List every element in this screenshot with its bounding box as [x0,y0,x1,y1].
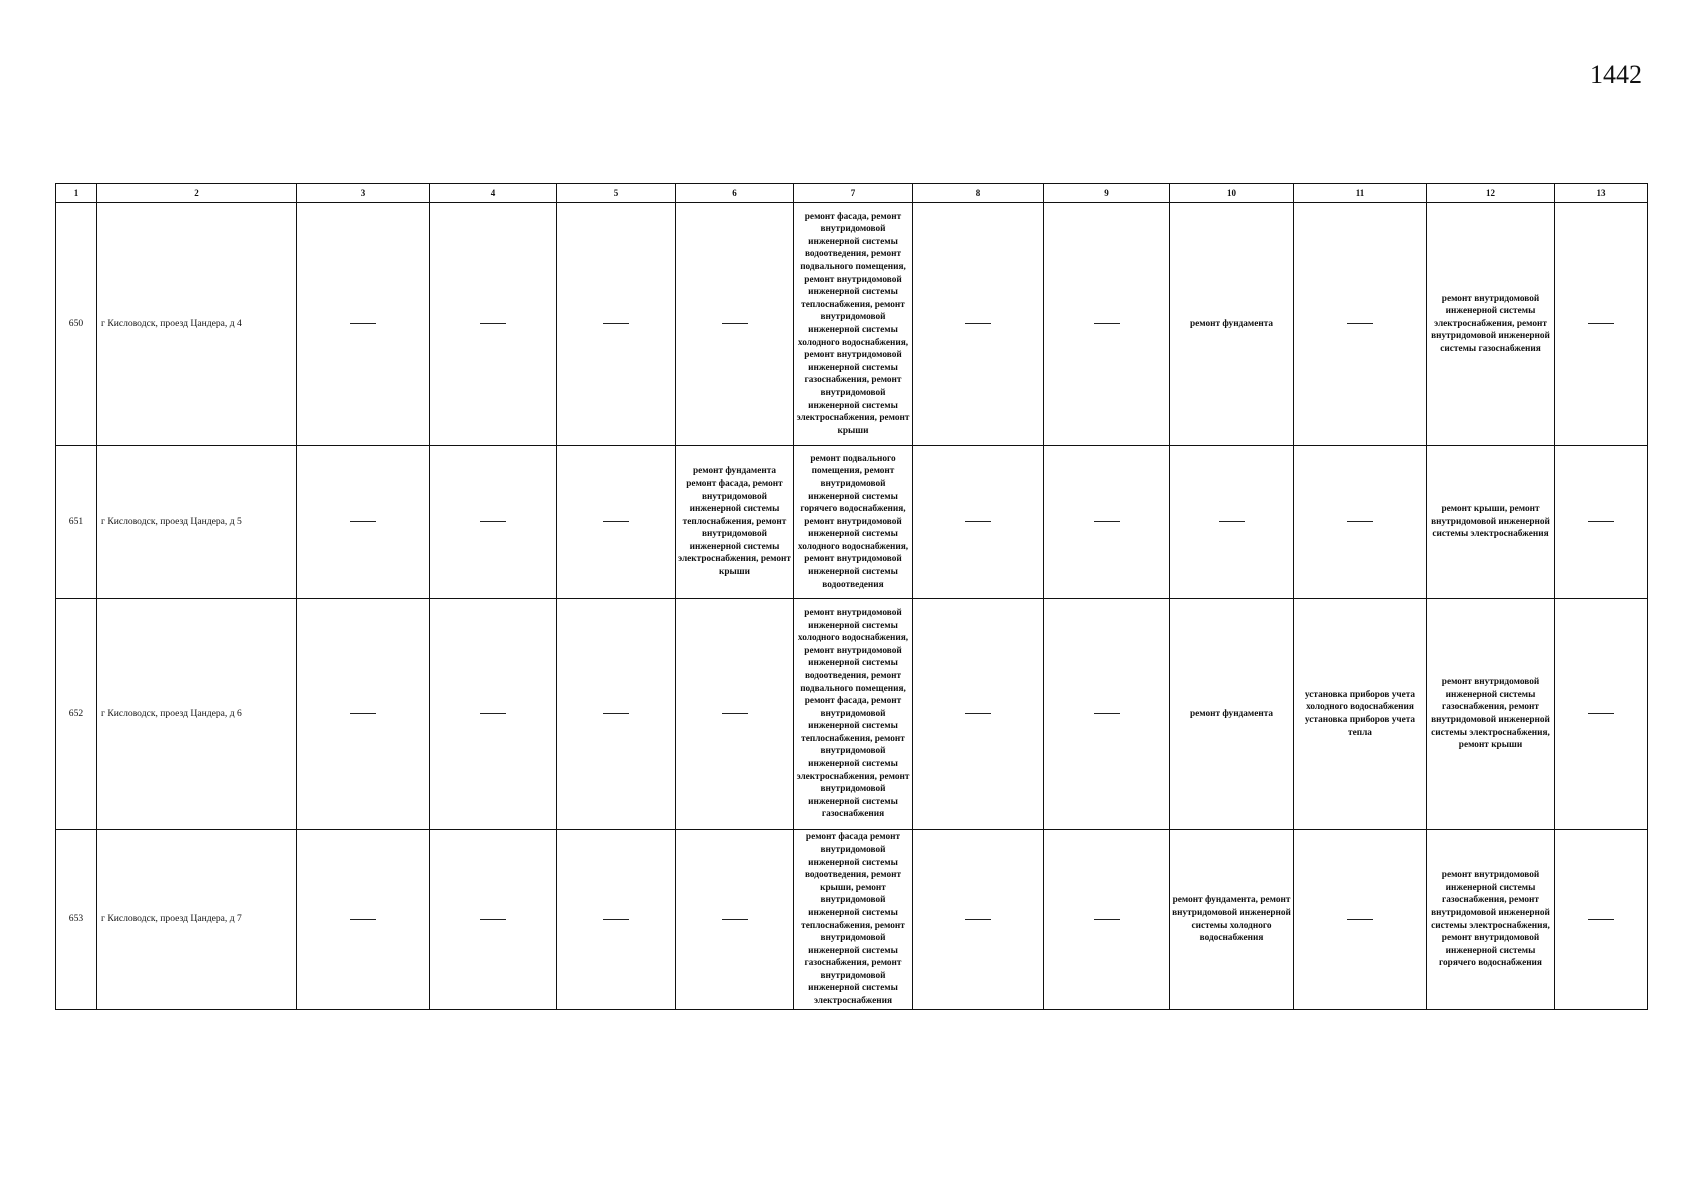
empty-cell [1294,203,1427,446]
dash-mark [603,521,629,522]
works-cell-12: ремонт крыши, ремонт внутридомовой инженерной системы электроснабжения [1427,446,1555,599]
empty-cell [1555,203,1648,446]
dash-mark [480,919,506,920]
works-cell-10: ремонт фундамента, ремонт внутридомовой инженерной системы холодного водоснабжения [1170,830,1294,1010]
empty-cell [1555,446,1648,599]
empty-cell [557,446,676,599]
empty-cell [676,830,794,1010]
table-row [56,446,1648,599]
dash-mark [1094,323,1120,324]
empty-cell [676,203,794,446]
empty-cell [430,830,557,1010]
dash-mark [965,919,991,920]
dash-mark [480,521,506,522]
table-row [56,203,1648,446]
column-number-row [56,184,1648,203]
empty-cell [913,446,1044,599]
column-number: 5 [557,184,676,203]
empty-cell [1170,446,1294,599]
works-cell-7: ремонт фасада, ремонт внутридомовой инженерной системы водоотведения, ремонт подвального помещения, ремонт внутридомовой инженерной системы теплоснабжения, ремонт внутридомовой инженерной системы холодного водоснабжения, ремонт внутридомовой инженерной системы газоснабжения, ремонт внутридомовой инженерной системы электроснабжения, ремонт крыши [794,203,913,446]
row-number: 652 [56,599,97,830]
dash-mark [350,713,376,714]
column-number: 13 [1555,184,1648,203]
dash-mark [1347,323,1373,324]
works-cell-10: ремонт фундамента [1170,203,1294,446]
address-cell: г Кисловодск, проезд Цандера, д 4 [97,203,297,446]
address-cell: г Кисловодск, проезд Цандера, д 6 [97,599,297,830]
column-number: 6 [676,184,794,203]
dash-mark [603,919,629,920]
dash-mark [603,713,629,714]
dash-mark [722,919,748,920]
address-cell: г Кисловодск, проезд Цандера, д 7 [97,830,297,1010]
address-cell: г Кисловодск, проезд Цандера, д 5 [97,446,297,599]
empty-cell [297,446,430,599]
dash-mark [965,713,991,714]
dash-mark [350,521,376,522]
dash-mark [350,323,376,324]
works-cell-7: ремонт фасада ремонт внутридомовой инженерной системы водоотведения, ремонт крыши, ремонт внутридомовой инженерной системы теплоснабжения, ремонт внутридомовой инженерной системы газоснабжения, ремонт внутридомовой инженерной системы электроснабжения [794,830,913,1010]
page-number: 1442 [1590,60,1642,89]
empty-cell [1044,830,1170,1010]
dash-mark [1094,521,1120,522]
dash-mark [480,323,506,324]
dash-mark [350,919,376,920]
dash-mark [722,323,748,324]
dash-mark [480,713,506,714]
column-number: 3 [297,184,430,203]
row-number: 650 [56,203,97,446]
empty-cell [1294,446,1427,599]
empty-cell [1555,830,1648,1010]
empty-cell [557,830,676,1010]
repair-schedule-table [55,183,1648,1010]
empty-cell [913,203,1044,446]
dash-mark [1588,919,1614,920]
column-number: 11 [1294,184,1427,203]
empty-cell [1044,446,1170,599]
dash-mark [1094,919,1120,920]
column-number: 7 [794,184,913,203]
empty-cell [557,203,676,446]
empty-cell [676,599,794,830]
works-cell-10: ремонт фундамента [1170,599,1294,830]
empty-cell [1555,599,1648,830]
table-row [56,599,1648,830]
empty-cell [297,830,430,1010]
row-number: 651 [56,446,97,599]
column-number: 8 [913,184,1044,203]
dash-mark [1094,713,1120,714]
empty-cell [430,446,557,599]
works-cell-12: ремонт внутридомовой инженерной системы газоснабжения, ремонт внутридомовой инженерной системы электроснабжения, ремонт внутридомовой инженерной системы горячего водоснабжения [1427,830,1555,1010]
works-cell-12: ремонт внутридомовой инженерной системы газоснабжения, ремонт внутридомовой инженерной системы электроснабжения, ремонт крыши [1427,599,1555,830]
column-number: 2 [97,184,297,203]
empty-cell [1044,203,1170,446]
dash-mark [1588,323,1614,324]
empty-cell [913,830,1044,1010]
column-number: 12 [1427,184,1555,203]
column-number: 4 [430,184,557,203]
column-number: 9 [1044,184,1170,203]
dash-mark [1347,919,1373,920]
works-cell-7: ремонт подвального помещения, ремонт внутридомовой инженерной системы горячего водоснабжения, ремонт внутридомовой инженерной системы холодного водоснабжения, ремонт внутридомовой инженерной системы водоотведения [794,446,913,599]
empty-cell [297,599,430,830]
works-cell-6: ремонт фундамента ремонт фасада, ремонт внутридомовой инженерной системы теплоснабжения, ремонт внутридомовой инженерной системы электроснабжения, ремонт крыши [676,446,794,599]
dash-mark [722,713,748,714]
empty-cell [297,203,430,446]
empty-cell [430,203,557,446]
column-number: 10 [1170,184,1294,203]
dash-mark [965,323,991,324]
dash-mark [965,521,991,522]
works-cell-11: установка приборов учета холодного водоснабжения установка приборов учета тепла [1294,599,1427,830]
dash-mark [1588,521,1614,522]
empty-cell [430,599,557,830]
empty-cell [1044,599,1170,830]
row-number: 653 [56,830,97,1010]
table-row [56,830,1648,1010]
column-number: 1 [56,184,97,203]
empty-cell [557,599,676,830]
dash-mark [1347,521,1373,522]
dash-mark [1219,521,1245,522]
dash-mark [1588,713,1614,714]
works-cell-12: ремонт внутридомовой инженерной системы электроснабжения, ремонт внутридомовой инженерной системы газоснабжения [1427,203,1555,446]
empty-cell [1294,830,1427,1010]
empty-cell [913,599,1044,830]
dash-mark [603,323,629,324]
works-cell-7: ремонт внутридомовой инженерной системы холодного водоснабжения, ремонт внутридомовой инженерной системы водоотведения, ремонт подвального помещения, ремонт фасада, ремонт внутридомовой инженерной системы теплоснабжения, ремонт внутридомовой инженерной системы электроснабжения, ремонт внутридомовой инженерной системы газоснабжения [794,599,913,830]
